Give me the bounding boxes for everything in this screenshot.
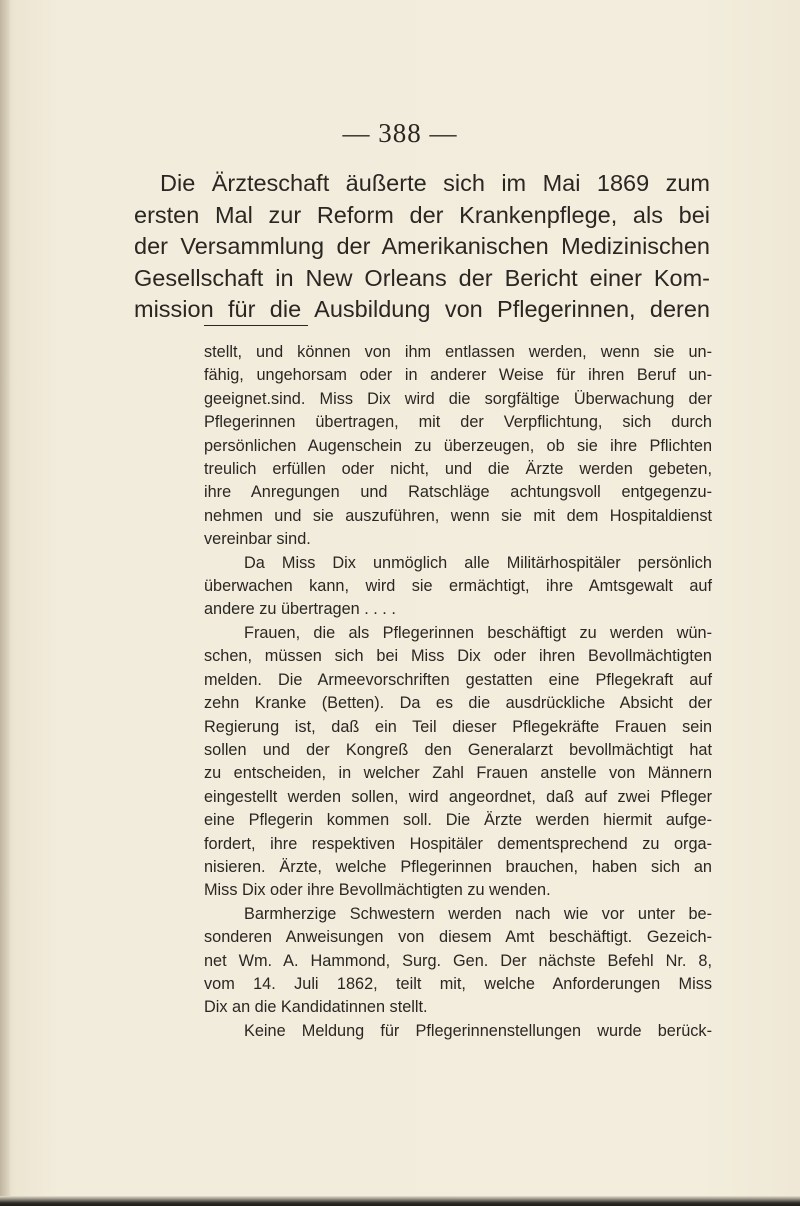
- footnote-line: Frauen, die als Pflegerinnen beschäftigt zu werden wün-: [244, 623, 712, 642]
- binding-shadow: [0, 0, 10, 1206]
- footnote-line: stellt, und können von ihm entlassen werden, wenn sie un-: [204, 343, 712, 361]
- footnote-line: geeignet.sind. Miss Dix wird die sorgfältige Überwachung der: [204, 389, 712, 408]
- footnote-line: ihre Anregungen und Ratschläge achtungsvoll entgegenzu-: [204, 483, 712, 502]
- footnote-line: schen, müssen sich bei Miss Dix oder ihren Bevollmächtigten: [204, 647, 712, 666]
- footnote-line: Regierung ist, daß ein Teil dieser Pflegekräfte Frauen sein: [204, 717, 712, 736]
- footnote-line: fähig, ungehorsam oder in anderer Weise für ihren Beruf un-: [204, 366, 712, 385]
- footnote-line: eingestellt werden sollen, wird angeordnet, daß auf zwei Pfleger: [204, 787, 712, 806]
- footnote-line: treulich erfüllen oder nicht, und die Ärzte werden gebeten,: [204, 460, 712, 479]
- page-bottom-edge: [0, 1196, 800, 1206]
- footnote-line: nehmen und sie auszuführen, wenn sie mit dem Hospitaldienst: [204, 506, 712, 525]
- footnote-separator: [204, 325, 308, 326]
- main-line: Die Ärzteschaft äußerte sich im Mai 1869 zum: [160, 170, 710, 196]
- footnote-line: zehn Kranke (Betten). Da es die ausdrückliche Absicht der: [204, 694, 712, 713]
- main-line: Gesellschaft in New Orleans der Bericht einer Kom-: [134, 264, 710, 291]
- footnote-line: andere zu übertragen . . . .: [204, 600, 396, 619]
- footnote-line: eine Pflegerin kommen soll. Die Ärzte werden hiermit aufge-: [204, 811, 712, 830]
- footnote-line: fordert, ihre respektiven Hospitäler dementsprechend zu orga-: [204, 834, 712, 853]
- main-line: ersten Mal zur Reform der Krankenpflege, als bei: [134, 201, 710, 228]
- footnote-line: net Wm. A. Hammond, Surg. Gen. Der nächste Befehl Nr. 8,: [204, 951, 712, 970]
- footnote-line: Da Miss Dix unmöglich alle Militärhospitäler persönlich: [244, 553, 712, 572]
- footnote-block: [204, 341, 712, 1043]
- footnote-line: zu entscheiden, in welcher Zahl Frauen anstelle von Männern: [204, 764, 712, 783]
- footnote-line: Barmherzige Schwestern werden nach wie vor unter be-: [244, 904, 712, 923]
- main-paragraph: [134, 168, 710, 326]
- footnote-line: vom 14. Juli 1862, teilt mit, welche Anforderungen Miss: [204, 974, 712, 993]
- footnote-line: Pflegerinnen übertragen, mit der Verpflichtung, sich durch: [204, 413, 712, 432]
- page-number: — 388 —: [342, 118, 458, 148]
- footnote-line: Keine Meldung für Pflegerinnenstellungen wurde berück-: [244, 1021, 712, 1040]
- main-line: der Versammlung der Amerikanischen Medizinischen: [134, 233, 710, 259]
- footnote-line: melden. Die Armeevorschriften gestatten eine Pflegekraft auf: [204, 670, 712, 689]
- main-line: mission für die Ausbildung von Pflegerinnen, deren: [134, 296, 710, 322]
- footnote-line: persönlichen Augenschein zu überzeugen, ob sie ihre Pflichten: [204, 436, 712, 455]
- footnote-line: sonderen Anweisungen von diesem Amt beschäftigt. Gezeich-: [204, 928, 712, 947]
- footnote-line: Dix an die Kandidatinnen stellt.: [204, 998, 428, 1017]
- footnote-line: nisieren. Ärzte, welche Pflegerinnen brauchen, haben sich an: [204, 857, 712, 876]
- footnote-line: Miss Dix oder ihre Bevollmächtigten zu wenden.: [204, 881, 551, 900]
- footnote-line: vereinbar sind.: [204, 530, 311, 549]
- footnote-line: sollen und der Kongreß den Generalarzt bevollmächtigt hat: [204, 740, 712, 759]
- footnote-line: überwachen kann, wird sie ermächtigt, ihre Amtsgewalt auf: [204, 577, 712, 596]
